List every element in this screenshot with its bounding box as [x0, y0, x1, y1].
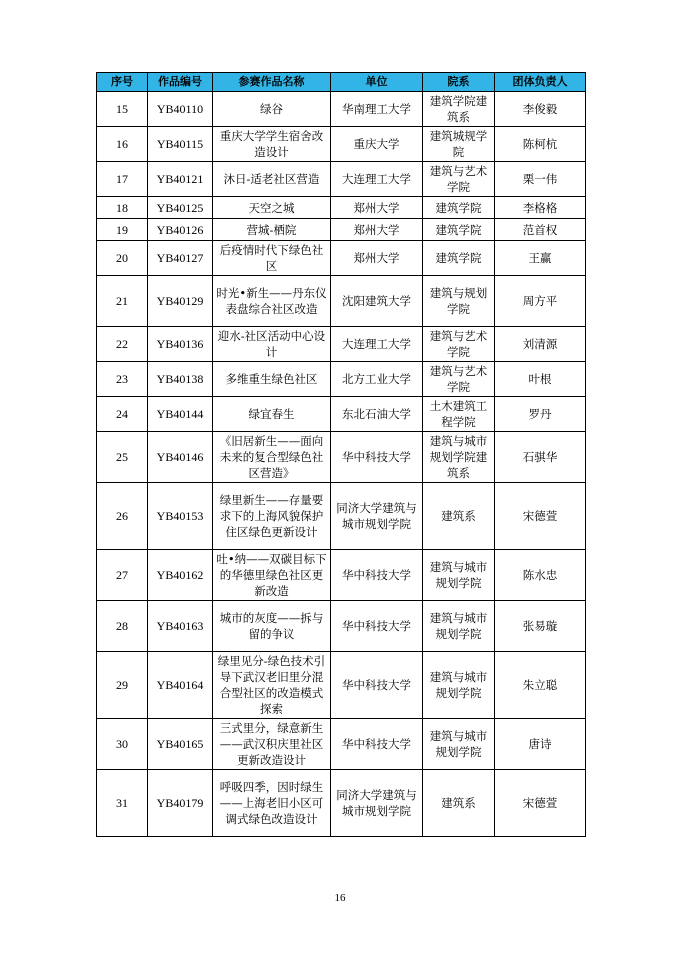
cell-leader: 刘清源 [495, 327, 586, 362]
header-cell-title: 参赛作品名称 [213, 73, 331, 92]
table-row [97, 197, 586, 219]
cell-title: 呼吸四季，因时绿生——上海老旧小区可调式绿色改造设计 [213, 770, 331, 837]
cell-leader: 唐诗 [495, 719, 586, 770]
table-row [97, 276, 586, 327]
header-cell-code: 作品编号 [148, 73, 213, 92]
cell-code: YB40129 [148, 276, 213, 327]
cell-no: 21 [97, 276, 148, 327]
cell-no: 15 [97, 92, 148, 127]
cell-title: 多维重生绿色社区 [213, 362, 331, 397]
table-row [97, 719, 586, 770]
cell-no: 30 [97, 719, 148, 770]
header-cell-no: 序号 [97, 73, 148, 92]
cell-code: YB40165 [148, 719, 213, 770]
cell-dept: 建筑与规划学院 [423, 276, 495, 327]
cell-code: YB40138 [148, 362, 213, 397]
table-row [97, 127, 586, 162]
page-number: 16 [334, 892, 346, 904]
table-row [97, 550, 586, 601]
cell-code: YB40121 [148, 162, 213, 197]
table-row [97, 652, 586, 719]
cell-title: 天空之城 [213, 197, 331, 219]
entries-table [96, 72, 586, 837]
cell-no: 17 [97, 162, 148, 197]
cell-leader: 宋德萱 [495, 483, 586, 550]
cell-leader: 叶根 [495, 362, 586, 397]
header-cell-dept: 院系 [423, 73, 495, 92]
cell-title: 《旧居新生——面向未来的复合型绿色社区营造》 [213, 432, 331, 483]
cell-leader: 张易璇 [495, 601, 586, 652]
table-row [97, 432, 586, 483]
cell-dept: 建筑学院建筑系 [423, 92, 495, 127]
cell-code: YB40162 [148, 550, 213, 601]
cell-leader: 李格格 [495, 197, 586, 219]
cell-no: 23 [97, 362, 148, 397]
cell-no: 31 [97, 770, 148, 837]
cell-dept: 建筑学院 [423, 241, 495, 276]
cell-unit: 郑州大学 [331, 241, 423, 276]
cell-dept: 建筑与城市规划学院 [423, 719, 495, 770]
cell-dept: 建筑与艺术学院 [423, 162, 495, 197]
table-row [97, 219, 586, 241]
cell-leader: 范首权 [495, 219, 586, 241]
cell-unit: 华中科技大学 [331, 550, 423, 601]
cell-unit: 华中科技大学 [331, 432, 423, 483]
cell-unit: 华中科技大学 [331, 652, 423, 719]
cell-title: 后疫情时代下绿色社区 [213, 241, 331, 276]
cell-code: YB40126 [148, 219, 213, 241]
cell-no: 20 [97, 241, 148, 276]
cell-leader: 陈柯杭 [495, 127, 586, 162]
table-row [97, 601, 586, 652]
cell-leader: 王赢 [495, 241, 586, 276]
cell-leader: 罗丹 [495, 397, 586, 432]
cell-leader: 陈水忠 [495, 550, 586, 601]
cell-no: 18 [97, 197, 148, 219]
cell-code: YB40163 [148, 601, 213, 652]
cell-dept: 建筑与城市规划学院 [423, 601, 495, 652]
cell-title: 重庆大学学生宿舍改造设计 [213, 127, 331, 162]
cell-code: YB40164 [148, 652, 213, 719]
cell-title: 绿宜春生 [213, 397, 331, 432]
cell-dept: 建筑与艺术学院 [423, 327, 495, 362]
cell-dept: 建筑学院 [423, 197, 495, 219]
cell-code: YB40146 [148, 432, 213, 483]
table-row [97, 162, 586, 197]
cell-no: 26 [97, 483, 148, 550]
table-row [97, 362, 586, 397]
cell-title: 沐日-适老社区营造 [213, 162, 331, 197]
cell-leader: 石骐华 [495, 432, 586, 483]
table-row [97, 327, 586, 362]
cell-title: 绿里新生——存量要求下的上海风貌保护住区绿色更新设计 [213, 483, 331, 550]
cell-code: YB40127 [148, 241, 213, 276]
cell-dept: 土木建筑工程学院 [423, 397, 495, 432]
cell-unit: 北方工业大学 [331, 362, 423, 397]
cell-leader: 李俊毅 [495, 92, 586, 127]
cell-unit: 大连理工大学 [331, 327, 423, 362]
cell-title: 三式里分，绿意新生——武汉积庆里社区更新改造设计 [213, 719, 331, 770]
cell-unit: 重庆大学 [331, 127, 423, 162]
cell-leader: 栗一伟 [495, 162, 586, 197]
cell-unit: 郑州大学 [331, 219, 423, 241]
cell-code: YB40110 [148, 92, 213, 127]
table-row [97, 241, 586, 276]
cell-no: 22 [97, 327, 148, 362]
header-cell-leader: 团体负责人 [495, 73, 586, 92]
cell-unit: 华中科技大学 [331, 719, 423, 770]
cell-no: 28 [97, 601, 148, 652]
cell-leader: 宋德萱 [495, 770, 586, 837]
cell-unit: 郑州大学 [331, 197, 423, 219]
cell-dept: 建筑与城市规划学院建筑系 [423, 432, 495, 483]
cell-code: YB40115 [148, 127, 213, 162]
cell-no: 16 [97, 127, 148, 162]
cell-dept: 建筑城规学院 [423, 127, 495, 162]
cell-code: YB40153 [148, 483, 213, 550]
cell-dept: 建筑系 [423, 770, 495, 837]
table-row [97, 770, 586, 837]
cell-code: YB40144 [148, 397, 213, 432]
cell-dept: 建筑与城市规划学院 [423, 550, 495, 601]
cell-title: 营城-栖院 [213, 219, 331, 241]
cell-unit: 同济大学建筑与城市规划学院 [331, 770, 423, 837]
cell-code: YB40125 [148, 197, 213, 219]
table-row [97, 397, 586, 432]
cell-leader: 朱立聪 [495, 652, 586, 719]
table-row [97, 92, 586, 127]
cell-title: 绿里见分-绿色技术引导下武汉老旧里分混合型社区的改造模式探索 [213, 652, 331, 719]
header-cell-unit: 单位 [331, 73, 423, 92]
cell-title: 城市的灰度——拆与留的争议 [213, 601, 331, 652]
cell-unit: 华中科技大学 [331, 601, 423, 652]
cell-title: 吐•纳——双碳目标下的华德里绿色社区更新改造 [213, 550, 331, 601]
header-row [97, 73, 586, 92]
cell-no: 24 [97, 397, 148, 432]
cell-title: 迎水-社区活动中心设计 [213, 327, 331, 362]
cell-code: YB40136 [148, 327, 213, 362]
cell-dept: 建筑系 [423, 483, 495, 550]
cell-no: 27 [97, 550, 148, 601]
cell-code: YB40179 [148, 770, 213, 837]
cell-no: 29 [97, 652, 148, 719]
cell-title: 绿谷 [213, 92, 331, 127]
cell-unit: 沈阳建筑大学 [331, 276, 423, 327]
cell-dept: 建筑学院 [423, 219, 495, 241]
cell-leader: 周方平 [495, 276, 586, 327]
cell-unit: 华南理工大学 [331, 92, 423, 127]
cell-unit: 东北石油大学 [331, 397, 423, 432]
cell-no: 19 [97, 219, 148, 241]
cell-unit: 同济大学建筑与城市规划学院 [331, 483, 423, 550]
cell-no: 25 [97, 432, 148, 483]
cell-dept: 建筑与城市规划学院 [423, 652, 495, 719]
cell-unit: 大连理工大学 [331, 162, 423, 197]
cell-title: 时光•新生——丹东仪表盘综合社区改造 [213, 276, 331, 327]
cell-dept: 建筑与艺术学院 [423, 362, 495, 397]
table-row [97, 483, 586, 550]
